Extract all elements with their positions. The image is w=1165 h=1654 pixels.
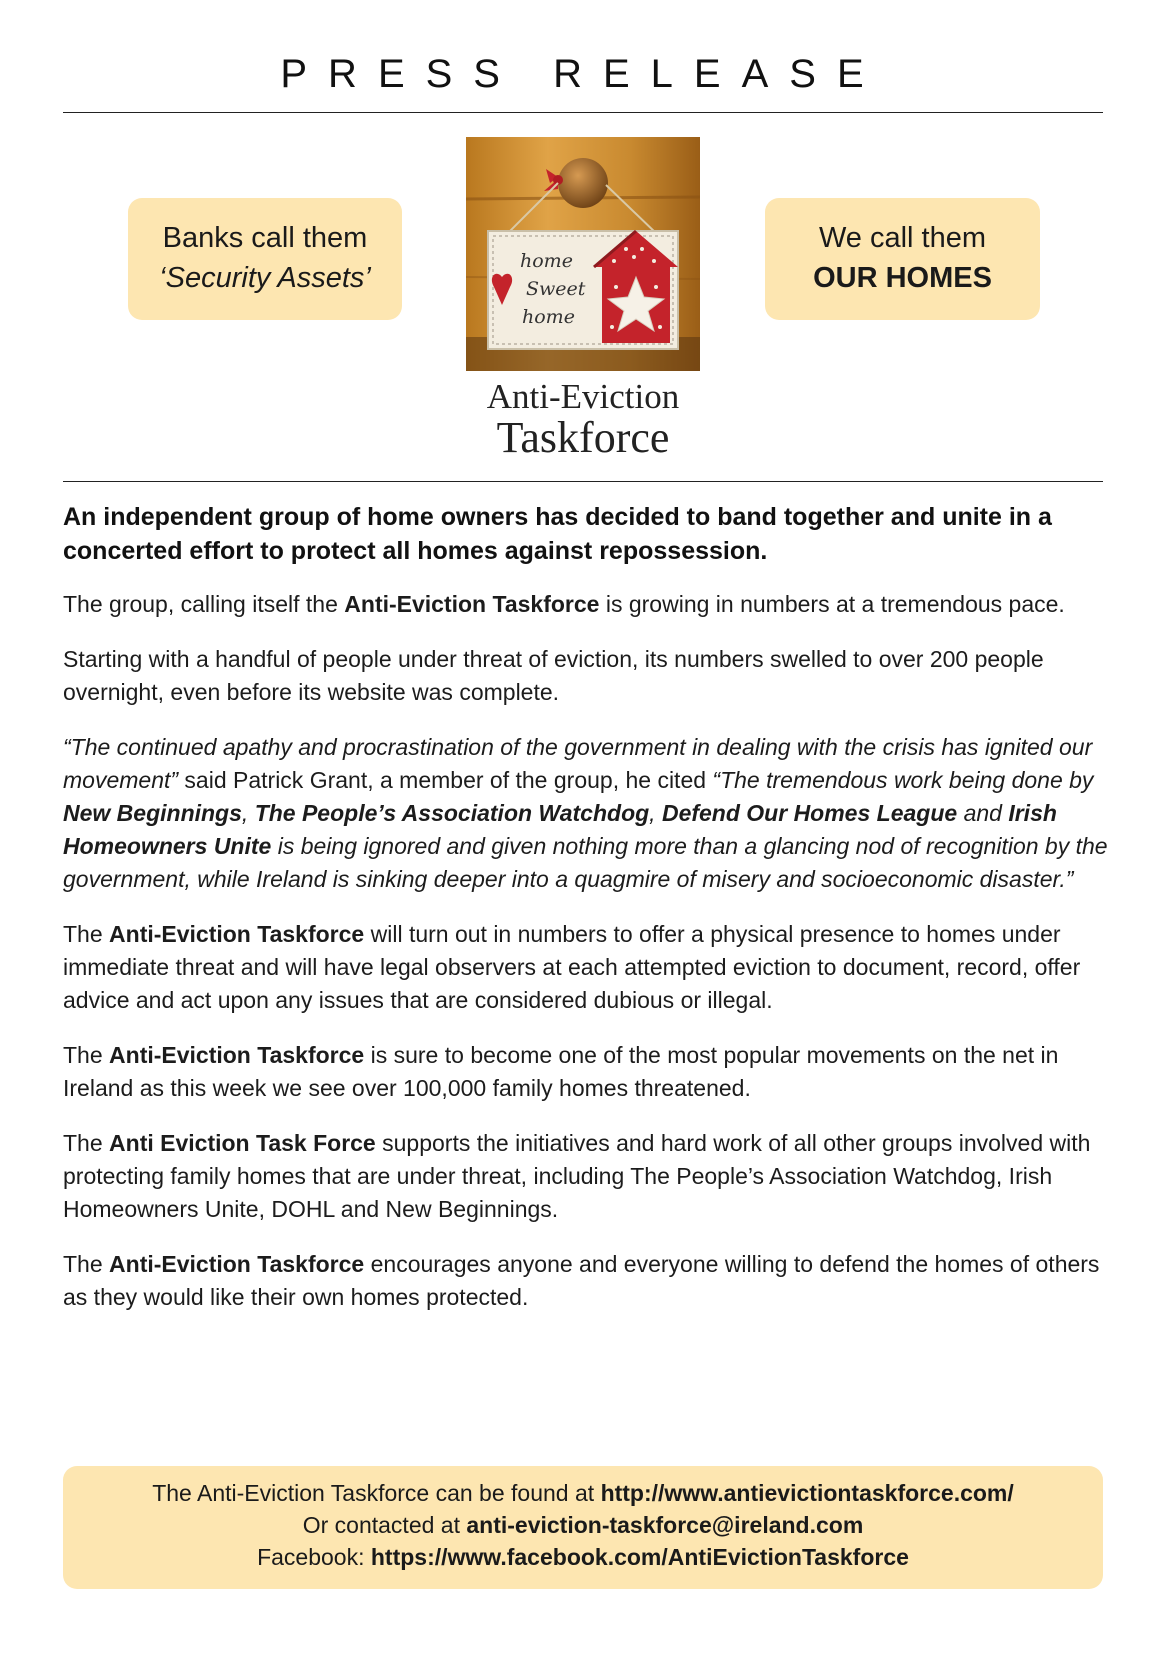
text-span: The — [63, 921, 110, 947]
logo-name-line1: Anti-Eviction — [486, 377, 680, 416]
org-name: The People’s Association Watchdog — [254, 800, 650, 826]
quote-text: and — [957, 800, 1009, 826]
text-span: supports the initiatives and hard work of all other groups involved with protecting family homes that are under threat, including The People’s Association Watchdog, Irish Homeowners Unite, DOHL and New Beginnings. — [63, 1130, 1091, 1222]
top-divider — [63, 112, 1103, 113]
text-span: is growing in numbers at a tremendous pace. — [599, 591, 1065, 617]
contact-box — [63, 1466, 1103, 1589]
contact-label: Or contacted at — [302, 1512, 467, 1538]
quote-text: “The tremendous work being done by — [712, 767, 1094, 793]
paragraph-5 — [63, 1039, 1108, 1105]
org-name: Defend Our Homes League — [661, 800, 958, 826]
organization-logo-text — [440, 378, 726, 460]
homes-callout — [765, 198, 1040, 320]
contact-email-line — [63, 1509, 1103, 1541]
website-link[interactable]: http://www.antievictiontaskforce.com/ — [600, 1480, 1014, 1506]
text-span: said Patrick Grant, a member of the group, he cited — [178, 767, 713, 793]
text-span: The — [63, 1042, 110, 1068]
banks-callout-line2: ‘Security Assets’ — [159, 262, 371, 294]
email-link[interactable]: anti-eviction-taskforce@ireland.com — [466, 1512, 864, 1538]
contact-website-line — [63, 1477, 1103, 1509]
sign-word-2: Sweet — [526, 278, 586, 300]
press-release-body — [63, 500, 1108, 1336]
contact-label: The Anti-Eviction Taskforce can be found at — [152, 1480, 601, 1506]
text-span: The — [63, 1251, 110, 1277]
text-span: is sure to become one of the most popular movements on the net in Ireland as this week we see over 100,000 family homes threatened. — [63, 1042, 1059, 1101]
contact-facebook-line — [63, 1541, 1103, 1573]
banks-callout — [128, 198, 402, 320]
quote-text: “The continued apathy and procrastination of the government in dealing with the crisis has ignited our movement” — [63, 734, 1093, 793]
text-span: will turn out in numbers to offer a physical presence to homes under immediate threat and will have legal observers at each attempted eviction to document, record, offer advice and act upon any issues that are considered dubious or illegal. — [63, 921, 1081, 1013]
homes-callout-line2: OUR HOMES — [813, 262, 992, 294]
quote-text: is being ignored and given nothing more than a glancing nod of recognition by the government, while Ireland is sinking deeper into a quagmire of misery and socioeconomic disaster.” — [63, 833, 1108, 892]
org-name: Anti-Eviction Taskforce — [109, 1042, 365, 1068]
text-span: The — [63, 1130, 110, 1156]
home-sweet-home-sign-image — [466, 137, 700, 371]
banks-callout-line1: Banks call them — [162, 222, 368, 254]
sign-word-3: home — [522, 306, 575, 328]
contact-label: Facebook: — [257, 1544, 371, 1570]
paragraph-6 — [63, 1127, 1108, 1226]
paragraph-7 — [63, 1248, 1108, 1314]
org-name: Anti-Eviction Taskforce — [109, 921, 365, 947]
org-name: Anti Eviction Task Force — [109, 1130, 376, 1156]
paragraph-1 — [63, 588, 1108, 621]
sign-word-1: home — [520, 250, 573, 272]
page-title: PRESS RELEASE — [280, 52, 885, 96]
facebook-link[interactable]: https://www.facebook.com/AntiEvictionTaskforce — [370, 1544, 909, 1570]
lead-paragraph: An independent group of home owners has decided to band together and unite in a concerted effort to protect all homes against repossession. — [63, 503, 1052, 565]
bottom-divider — [63, 481, 1103, 482]
org-name: New Beginnings — [63, 800, 242, 826]
text-span: encourages anyone and everyone willing to defend the homes of others as they would like their own homes protected. — [63, 1251, 1100, 1310]
homes-callout-line1: We call them — [818, 222, 987, 254]
logo-name-line2: Taskforce — [496, 413, 670, 462]
quote-text: , — [649, 800, 662, 826]
org-name: Irish Homeowners Unite — [63, 800, 1057, 859]
text-span: The group, calling itself the — [63, 591, 345, 617]
quote-text: , — [241, 800, 255, 826]
org-name: Anti-Eviction Taskforce — [344, 591, 600, 617]
paragraph-2: Starting with a handful of people under threat of eviction, its numbers swelled to over 200 people overnight, even before its website was complete. — [63, 646, 1044, 705]
paragraph-4 — [63, 918, 1108, 1017]
paragraph-3-quote — [63, 731, 1108, 896]
org-name: Anti-Eviction Taskforce — [109, 1251, 365, 1277]
